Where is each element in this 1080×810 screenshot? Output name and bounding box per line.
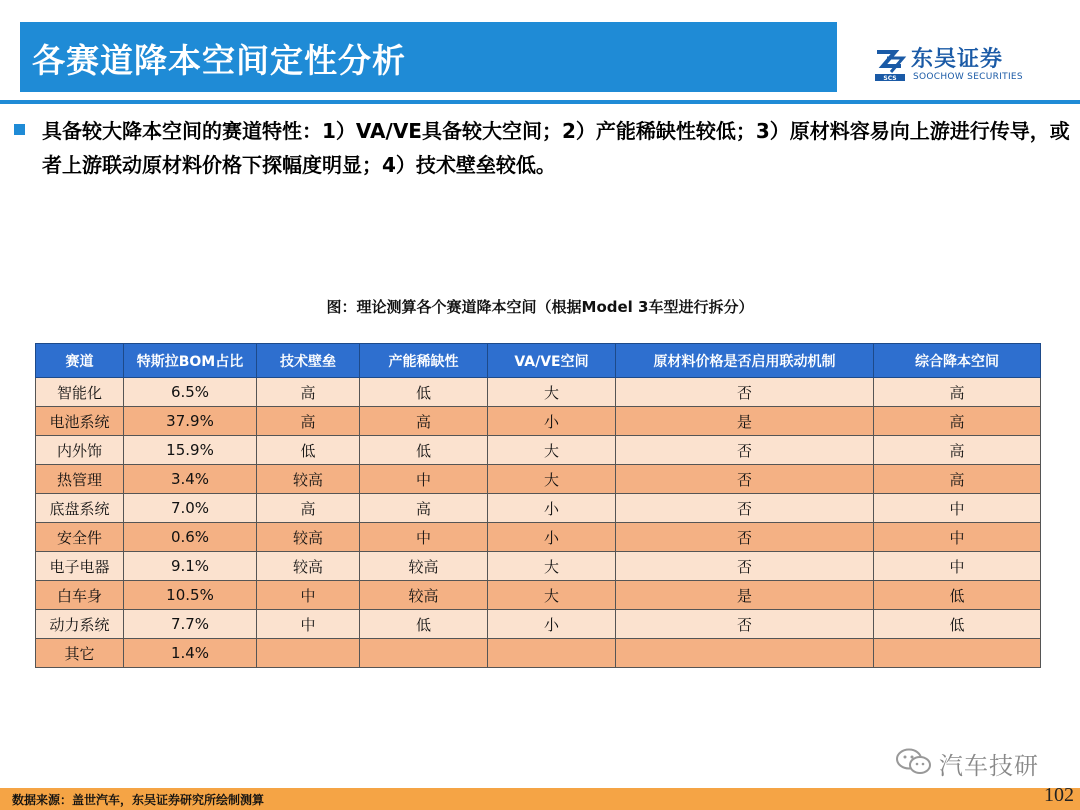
page-number: 102: [1044, 784, 1074, 806]
table-cell: [257, 639, 360, 668]
table-cell: [874, 639, 1041, 668]
table-cell: 低: [874, 610, 1041, 639]
logo-mark-text: SCS: [883, 75, 897, 82]
table-cell: 7.7%: [124, 610, 257, 639]
header-cell: VA/VE空间: [488, 344, 616, 378]
table-row: [36, 610, 1041, 639]
company-logo: [873, 46, 1033, 86]
watermark: [895, 745, 1065, 779]
table-cell: 15.9%: [124, 436, 257, 465]
table-cell: 大: [488, 552, 616, 581]
table-cell: 高: [874, 436, 1041, 465]
table-cell: 低: [257, 436, 360, 465]
table-cell: 37.9%: [124, 407, 257, 436]
table-cell: 其它: [36, 639, 124, 668]
table-row: [36, 552, 1041, 581]
table-cell: 较高: [360, 552, 488, 581]
table-row: [36, 465, 1041, 494]
table-cell: 是: [616, 407, 874, 436]
page-title: 各赛道降本空间定性分析: [32, 41, 406, 80]
table-cell: 否: [616, 465, 874, 494]
table-cell: 较高: [257, 465, 360, 494]
logo-english-name: SOOCHOW SECURITIES: [913, 72, 1023, 82]
table-cell: 高: [257, 407, 360, 436]
cost-reduction-table: [35, 343, 1041, 668]
table-cell: 小: [488, 407, 616, 436]
table-cell: 小: [488, 523, 616, 552]
table-cell: 较高: [257, 523, 360, 552]
table-cell: 中: [257, 581, 360, 610]
table-cell: [488, 639, 616, 668]
table-cell: 高: [257, 378, 360, 407]
footer-source: 数据来源：盖世汽车，东吴证券研究所绘制测算: [12, 793, 265, 807]
table-cell: 大: [488, 465, 616, 494]
header-cell: 综合降本空间: [874, 344, 1041, 378]
table-cell: 高: [360, 494, 488, 523]
table-cell: 1.4%: [124, 639, 257, 668]
table-cell: 高: [874, 465, 1041, 494]
table-cell: 高: [874, 378, 1041, 407]
bullet-square-icon: [14, 124, 25, 135]
wechat-icon: [895, 747, 933, 777]
table-cell: 9.1%: [124, 552, 257, 581]
table-cell: 小: [488, 494, 616, 523]
table-cell: 6.5%: [124, 378, 257, 407]
table-cell: 10.5%: [124, 581, 257, 610]
table-cell: 较高: [360, 581, 488, 610]
table-cell: 0.6%: [124, 523, 257, 552]
table-cell: [360, 639, 488, 668]
table-row: [36, 407, 1041, 436]
footer-bar: [0, 784, 1080, 810]
table-cell: 是: [616, 581, 874, 610]
header-cell: 技术壁垒: [257, 344, 360, 378]
table-cell: 底盘系统: [36, 494, 124, 523]
table-cell: 较高: [257, 552, 360, 581]
table-cell: 否: [616, 523, 874, 552]
watermark-text: 汽车技研: [939, 752, 1039, 780]
table-row: [36, 494, 1041, 523]
soochow-logo-icon: [873, 46, 909, 82]
table-cell: 否: [616, 436, 874, 465]
table-body: [36, 378, 1041, 668]
table-cell: 高: [257, 494, 360, 523]
table-cell: 高: [360, 407, 488, 436]
title-bar: [20, 22, 837, 92]
table-cell: 中: [874, 552, 1041, 581]
table-cell: 否: [616, 494, 874, 523]
table-cell: 小: [488, 610, 616, 639]
table-cell: 中: [874, 523, 1041, 552]
table-cell: 中: [360, 523, 488, 552]
table-row: [36, 436, 1041, 465]
header-cell: 赛道: [36, 344, 124, 378]
table-cell: 内外饰: [36, 436, 124, 465]
table-cell: 中: [360, 465, 488, 494]
table-header-row: [36, 344, 1041, 378]
table-cell: 智能化: [36, 378, 124, 407]
table-row: [36, 378, 1041, 407]
table-cell: 电子电器: [36, 552, 124, 581]
table-cell: 高: [874, 407, 1041, 436]
logo-chinese-name: 东吴证券: [911, 47, 1004, 72]
table-cell: 大: [488, 581, 616, 610]
table-cell: 安全件: [36, 523, 124, 552]
table-row: [36, 581, 1041, 610]
table-cell: 热管理: [36, 465, 124, 494]
header-cell: 特斯拉BOM占比: [124, 344, 257, 378]
table-cell: 否: [616, 378, 874, 407]
figure-caption: 图：理论测算各个赛道降本空间（根据Model 3车型进行拆分）: [326, 298, 754, 316]
header-cell: 产能稀缺性: [360, 344, 488, 378]
header-divider: [0, 100, 1080, 104]
table-cell: 白车身: [36, 581, 124, 610]
table-cell: 3.4%: [124, 465, 257, 494]
table-cell: 中: [257, 610, 360, 639]
table-cell: 否: [616, 552, 874, 581]
table-cell: 电池系统: [36, 407, 124, 436]
header-cell: 原材料价格是否启用联动机制: [616, 344, 874, 378]
table-cell: 否: [616, 610, 874, 639]
table-cell: 中: [874, 494, 1041, 523]
table-cell: [616, 639, 874, 668]
table-cell: 低: [360, 436, 488, 465]
table-cell: 低: [360, 378, 488, 407]
table-cell: 7.0%: [124, 494, 257, 523]
table-row: [36, 523, 1041, 552]
bullet-text: 具备较大降本空间的赛道特性：1）VA/VE具备较大空间；2）产能稀缺性较低；3）原材料容易向上游进行传导，或者上游联动原材料价格下探幅度明显；4）技术壁垒较低。: [42, 119, 1070, 177]
table-cell: 大: [488, 436, 616, 465]
table-cell: 低: [360, 610, 488, 639]
table-cell: 低: [874, 581, 1041, 610]
table-cell: 大: [488, 378, 616, 407]
table-row: [36, 639, 1041, 668]
table-cell: 动力系统: [36, 610, 124, 639]
